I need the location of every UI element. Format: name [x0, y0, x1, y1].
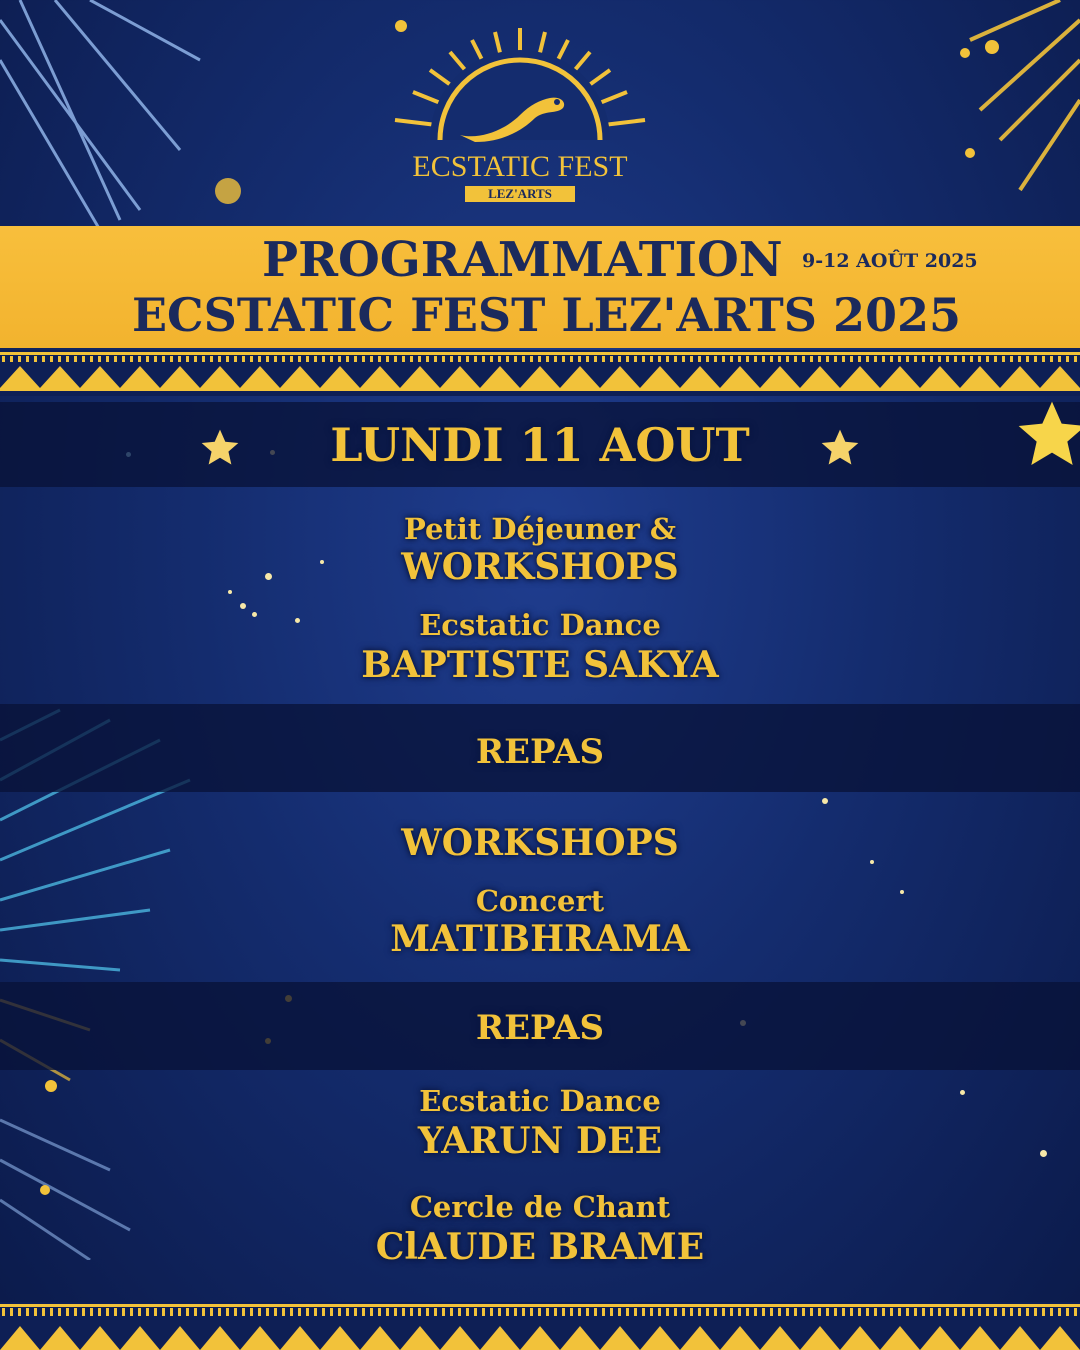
program-line: WORKSHOPS: [401, 546, 679, 588]
sun-rays-icon: [385, 10, 655, 150]
program-line: Ecstatic Dance: [419, 1084, 661, 1118]
header-title-line1: PROGRAMMATION: [262, 232, 783, 288]
header-banner: [0, 226, 1080, 348]
top-tribal-border: [0, 350, 1080, 396]
program-line: ClAUDE BRAME: [375, 1226, 705, 1268]
meal-label: REPAS: [475, 732, 605, 772]
program-line: BAPTISTE SAKYA: [361, 644, 719, 686]
meal-label: REPAS: [475, 1008, 605, 1048]
header-dates: 9-12 AOÛT 2025: [802, 250, 978, 272]
program-line: Ecstatic Dance: [419, 608, 661, 642]
logo-title: ECSTATIC FEST: [412, 150, 628, 183]
program-line: YARUN DEE: [417, 1120, 663, 1162]
program-line: Concert: [475, 884, 605, 918]
program-line: MATIBHRAMA: [390, 918, 690, 960]
program-line: Petit Déjeuner &: [403, 512, 677, 546]
festival-logo: [385, 10, 655, 210]
logo-subtitle: LEZ'ARTS: [465, 186, 575, 202]
bottom-tribal-border: [0, 1302, 1080, 1350]
program-line: Cercle de Chant: [409, 1190, 671, 1224]
program-line: WORKSHOPS: [401, 822, 679, 864]
header-title-line2: ECSTATIC FEST LEZ'ARTS 2025: [132, 288, 962, 342]
day-title: LUNDI 11 AOUT: [330, 418, 750, 472]
